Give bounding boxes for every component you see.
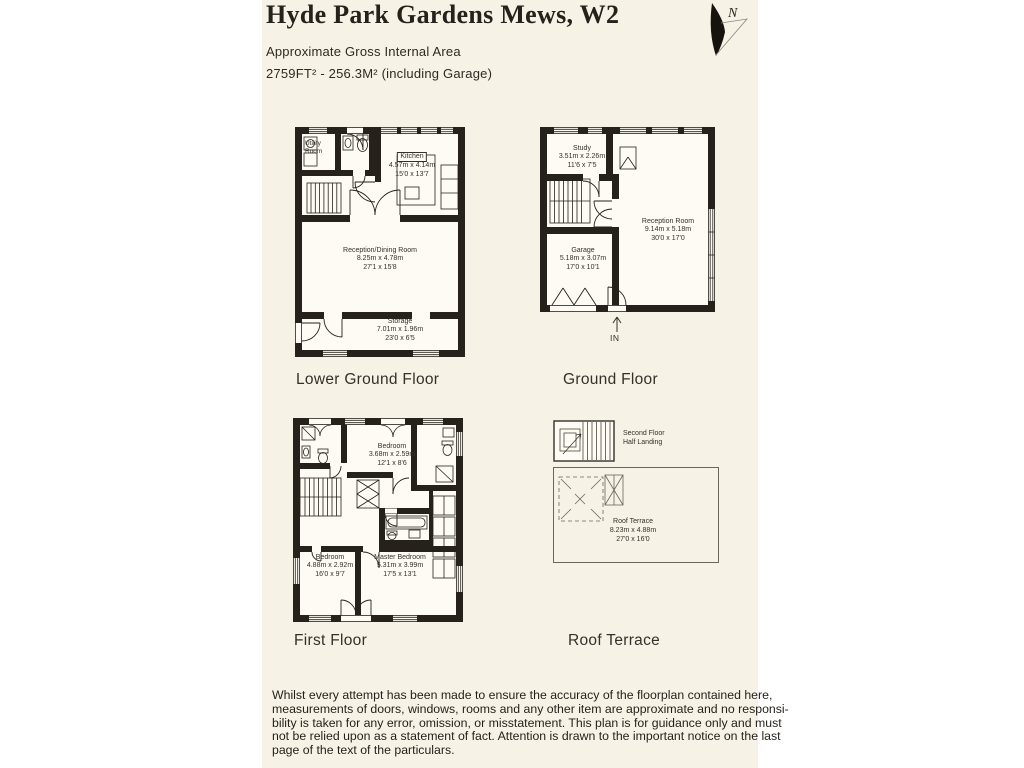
room-label-bedroom-left: Bedroom 4.88m x 2.92m 16'0 x 9'7 [306, 554, 354, 578]
floor-label-roof: Roof Terrace [568, 632, 661, 649]
landing-label: Second Floor Half Landing [623, 430, 665, 446]
floor-label-lower-ground: Lower Ground Floor [296, 371, 440, 388]
roof-terrace-plan [553, 467, 719, 563]
room-label-reception-dining: Reception/Dining Room 8.25m x 4.78m 27'1 x 15'8 [343, 247, 417, 271]
entrance-in-label: IN [610, 333, 620, 343]
floor-label-ground: Ground Floor [563, 371, 658, 388]
disclaimer-text: Whilst every attempt has been made to ensure the accuracy of the floorplan contained here, measurements of doors, windows, rooms and any other item are approximate and no responsi- bility is taken for any error, omission, or misstatement. This plan is for guidance only and must not be relied upon as a statement of fact. Attention is drawn to the important notice on the last page of the text of the particulars. [272, 688, 789, 758]
floor-label-first: First Floor [294, 632, 368, 649]
area-value: 2759FT² - 256.3M² (including Garage) [266, 66, 493, 81]
entrance-arrow-icon [607, 313, 627, 333]
room-label-reception: Reception Room 9.14m x 5.18m 30'0 x 17'0 [641, 218, 695, 242]
stair-bulkhead [605, 475, 623, 505]
room-label-study: Study 3.51m x 2.26m 11'6 x 7'5 [558, 145, 606, 169]
skylight [559, 477, 603, 521]
room-label-bedroom-top: Bedroom 3.68m x 2.59m 12'1 x 8'6 [368, 443, 416, 467]
room-label-kitchen: Kitchen 4.57m x 4.14m 15'0 x 13'7 [388, 153, 436, 178]
area-label: Approximate Gross Internal Area [266, 44, 461, 59]
room-label-roof-terrace: Roof Terrace 8.23m x 4.88m 27'0 x 16'0 [609, 518, 657, 543]
room-label-utility: Utility Room [305, 140, 323, 155]
room-label-master-bedroom: Master Bedroom 5.31m x 3.99m 17'5 x 13'1 [374, 554, 426, 578]
second-floor-landing-plan [553, 420, 615, 462]
compass-n: N [728, 6, 738, 21]
page-title: Hyde Park Gardens Mews, W2 [266, 0, 620, 29]
room-label-storage: Storage 7.01m x 1.96m 23'0 x 6'5 [376, 318, 424, 342]
north-compass-icon [700, 2, 752, 60]
room-label-garage: Garage 5.18m x 3.07m 17'0 x 10'1 [559, 247, 607, 271]
